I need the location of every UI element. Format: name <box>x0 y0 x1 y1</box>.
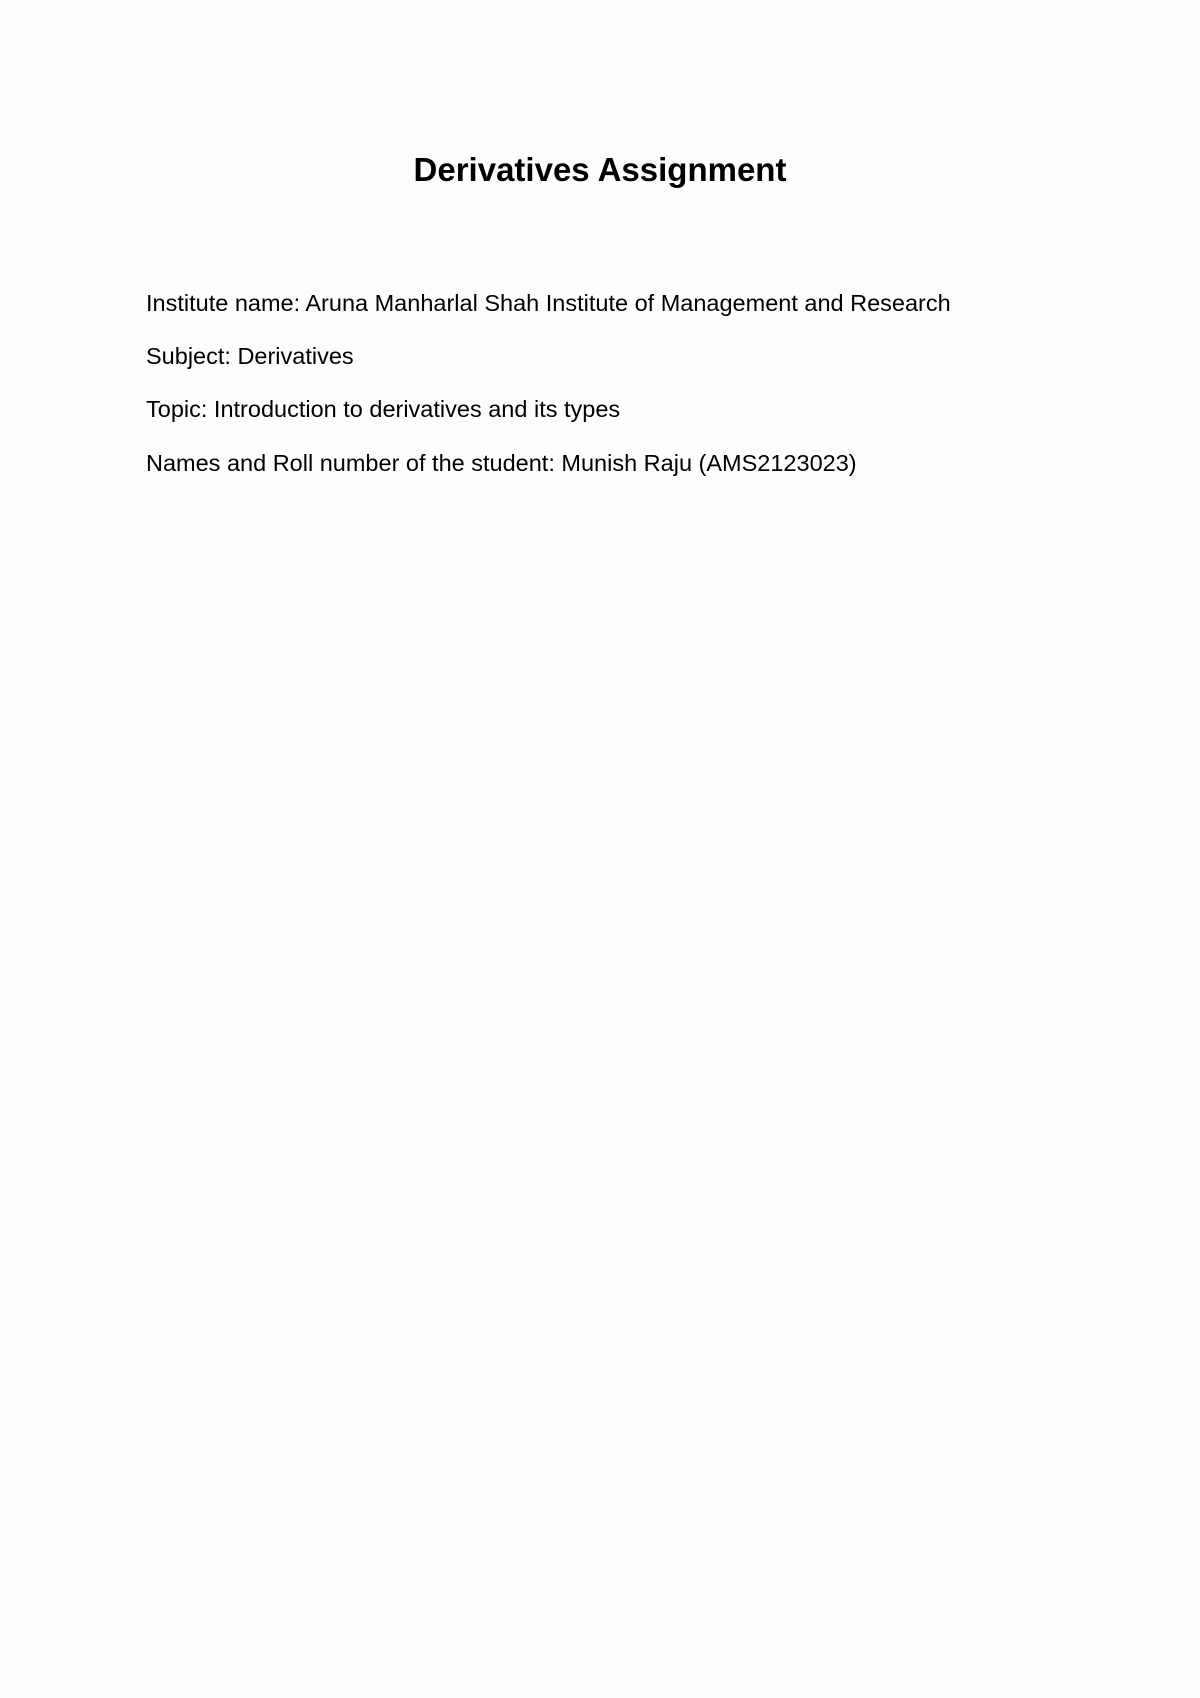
institute-name-line: Institute name: Aruna Manharlal Shah Institute of Management and Research <box>146 290 951 316</box>
document-title: Derivatives Assignment <box>413 151 787 188</box>
subject-line: Subject: Derivatives <box>146 343 354 369</box>
student-line: Names and Roll number of the student: Munish Raju (AMS2123023) <box>146 450 857 476</box>
topic-line: Topic: Introduction to derivatives and its types <box>146 396 621 422</box>
